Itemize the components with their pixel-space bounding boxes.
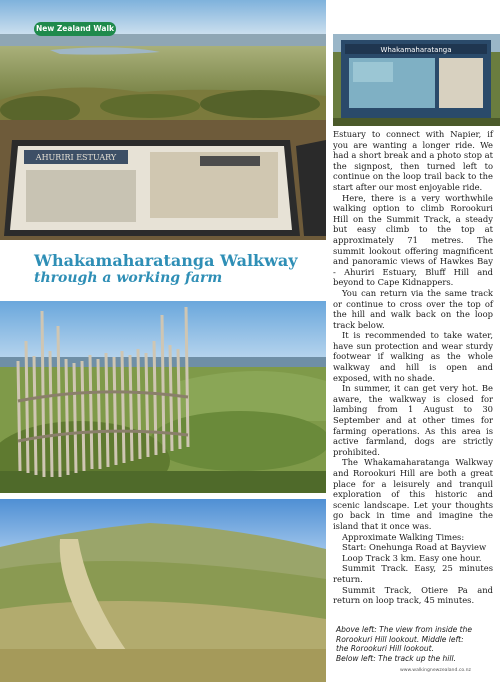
- caption-line: Above left: The view from inside the: [336, 625, 472, 634]
- photo-hill-track: [0, 499, 326, 682]
- article-paragraph: Here, there is a very worthwhile walking option to climb Rorookuri Hill on the Summit Track, a steady but easy climb to the top at approximately 71 metres. The summit lookout offering magnificent and panoramic views of Hawkes Bay - Ahuriri Estuary, Bluff Hill and beyond to Cape Kidnappers.: [333, 192, 493, 288]
- photo-captions: [336, 625, 496, 663]
- article-paragraph: Estuary to connect with Napier, if you are wanting a longer ride. We had a short break and a photo stop at the signpost, then turned left to continue on the loop trail back to the start after our most enjoyable ride.: [333, 129, 493, 192]
- photo-walkway-sign: [333, 34, 500, 126]
- section-badge: New Zealand Walk: [34, 22, 116, 36]
- walking-times-heading: Approximate Walking Times:: [342, 531, 465, 542]
- article-body: [333, 129, 493, 606]
- walking-times-loop: Loop Track 3 km. Easy one hour.: [342, 552, 482, 563]
- walking-times-start: Start: Onehunga Road at Bayview: [342, 542, 487, 553]
- photo-estuary-view: [0, 0, 326, 240]
- sign-board-title: AHURIRI ESTUARY: [35, 153, 117, 162]
- heading-line2: through a working farm: [34, 270, 223, 286]
- article-heading: [34, 252, 324, 286]
- photo-lookout: [0, 301, 326, 493]
- article-paragraph: It is recommended to take water, have sun protection and wear sturdy footwear if walking as the whole walkway and hill is open and exposed, with no shade.: [333, 330, 493, 383]
- footer-url: www.walkingnewzealand.co.nz: [400, 668, 471, 673]
- article-paragraph: In summer, it can get very hot. Be aware, the walkway is closed for lambing from 1 August to 30 September and at other times for farming operations. As this area is active farmland, dogs are strictly prohibited.: [333, 383, 493, 457]
- article-paragraph: The Whakamaharatanga Walkway and Rorookuri Hill are both a great place for a leisurely and tranquil exploration of this historic and scenic landscape. Let your thoughts go back in time and imagine the island that it once was.: [333, 457, 493, 531]
- article-paragraph: You can return via the same track or continue to cross over the top of the hill and walk back on the loop track below.: [333, 287, 493, 330]
- walking-times-summit: Summit Track. Easy, 25 minutes return.: [333, 563, 493, 584]
- heading-line1: Whakamaharatanga Walkway: [34, 251, 298, 270]
- walking-times-summit-otiere: Summit Track, Otiere Pa and return on loop track, 45 minutes.: [333, 584, 493, 606]
- caption-line: Below left: The track up the hill.: [336, 653, 456, 663]
- caption-line: the Rorookuri Hill lookout.: [336, 644, 434, 653]
- caption-line: Rorookuri Hill lookout. Middle left:: [336, 634, 464, 644]
- sign-panel-title: Whakamaharatanga: [380, 46, 452, 54]
